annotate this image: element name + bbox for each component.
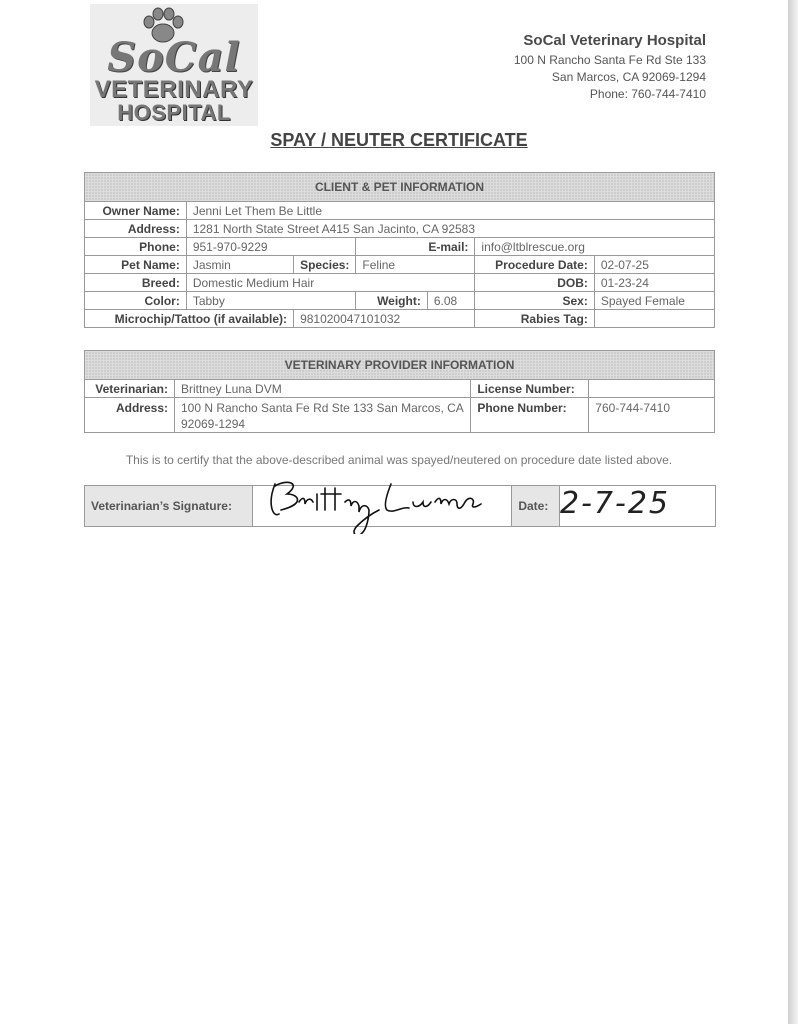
logo-socal-text: SoCal [107,34,241,81]
hospital-name: SoCal Veterinary Hospital [523,32,706,49]
dob-value: 01-23-24 [594,274,714,292]
hospital-address-2: San Marcos, CA 92069-1294 [551,70,706,84]
microchip-value: 981020047101032 [294,310,475,328]
dob-label: DOB: [475,274,594,292]
client-section-header: CLIENT & PET INFORMATION [85,173,715,202]
handwritten-date-text: 2-7-25 [560,486,670,521]
procedure-date-label: Procedure Date: [475,256,594,274]
veterinarian-label: Veterinarian: [85,380,175,398]
provider-phone-label: Phone Number: [471,398,589,433]
color-label: Color: [85,292,187,310]
logo-hospital-text: HOSPITAL [117,100,231,125]
signature-label: Veterinarian’s Signature: [85,486,253,527]
handwritten-date [560,486,670,526]
hospital-address-1: 100 N Rancho Santa Fe Rd Ste 133 [513,53,706,67]
color-value: Tabby [186,292,356,310]
page-edge [788,0,798,1024]
rabies-tag-label: Rabies Tag: [475,310,594,328]
provider-phone-value: 760-744-7410 [589,398,715,433]
license-label: License Number: [471,380,589,398]
logo-veterinary-text: VETERINARY [94,76,254,103]
address-label: Address: [85,220,187,238]
hospital-phone: Phone: 760-744-7410 [589,87,706,101]
hospital-logo [90,4,258,126]
client-pet-table [84,172,715,328]
address-value: 1281 North State Street A415 San Jacinto, CA 92583 [186,220,714,238]
certification-statement: This is to certify that the above-described animal was spayed/neutered on procedure date listed above. [125,453,673,467]
rabies-tag-value [594,310,714,328]
pet-name-label: Pet Name: [85,256,187,274]
owner-label: Owner Name: [85,202,187,220]
species-value: Feline [356,256,475,274]
owner-value: Jenni Let Them Be Little [186,202,714,220]
species-label: Species: [294,256,356,274]
page-title: SPAY / NEUTER CERTIFICATE [270,130,528,150]
veterinarian-value: Brittney Luna DVM [174,380,470,398]
hospital-header [514,32,706,103]
breed-value: Domestic Medium Hair [186,274,475,292]
pet-name-value: Jasmin [186,256,293,274]
weight-label: Weight: [356,292,427,310]
handwritten-signature [265,474,495,534]
phone-value: 951-970-9229 [186,238,356,256]
microchip-label: Microchip/Tattoo (if available): [85,310,294,328]
provider-address-label: Address: [85,398,175,433]
signature-name-text: Brittney Luna [265,474,271,475]
procedure-date-value: 02-07-25 [594,256,714,274]
phone-label: Phone: [85,238,187,256]
email-label: E-mail: [356,238,475,256]
breed-label: Breed: [85,274,187,292]
date-label: Date: [512,486,560,527]
license-value [589,380,715,398]
weight-value: 6.08 [427,292,475,310]
provider-address-value: 100 N Rancho Santa Fe Rd Ste 133 San Marcos, CA 92069-1294 [174,398,470,433]
sex-value: Spayed Female [594,292,714,310]
email-value: info@ltblrescue.org [475,238,715,256]
sex-label: Sex: [475,292,594,310]
provider-table [84,350,715,433]
provider-section-header: VETERINARY PROVIDER INFORMATION [85,351,715,380]
